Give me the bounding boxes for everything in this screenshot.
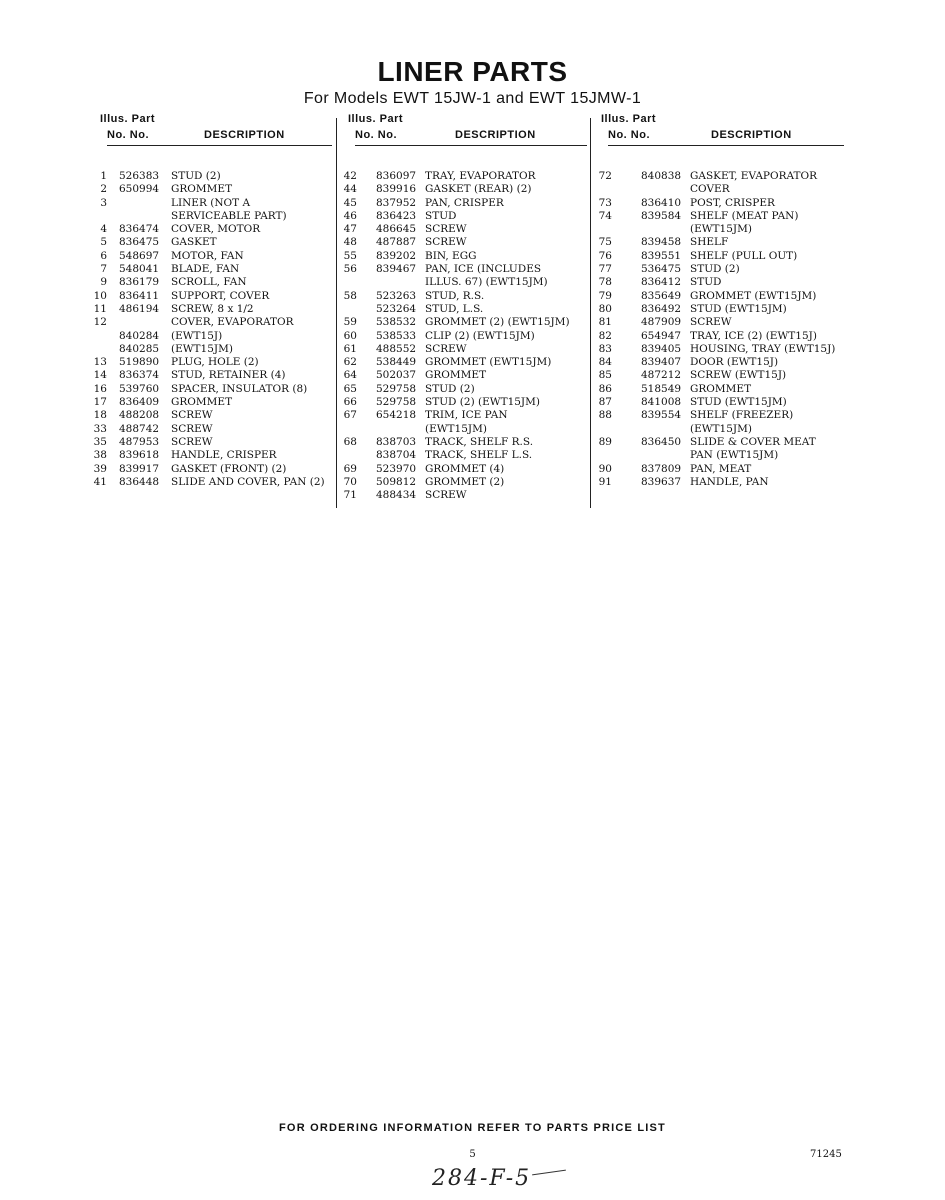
parts-row (598, 435, 844, 449)
part-description: STUD (2) (425, 382, 475, 395)
parts-row (608, 223, 844, 236)
part-number: 836450 (641, 435, 682, 448)
part-number: 839551 (641, 249, 682, 262)
illus-number: 81 (598, 316, 612, 329)
illus-number: 46 (343, 209, 357, 222)
part-number: 488208 (119, 409, 160, 422)
parts-row (343, 249, 587, 263)
parts-row (93, 462, 332, 476)
part-number: 839202 (376, 249, 417, 262)
parts-row (93, 382, 332, 396)
parts-list (343, 170, 587, 502)
part-number: 840284 (119, 329, 160, 342)
illus-number: 47 (343, 223, 357, 236)
parts-list (93, 170, 332, 489)
part-description: HANDLE, CRISPER (171, 449, 277, 462)
part-description: SCREW (425, 236, 467, 249)
parts-row (100, 196, 332, 210)
illus-number: 10 (93, 289, 107, 302)
page-subtitle: For Models EWT 15JW-1 and EWT 15JMW-1 (303, 90, 642, 107)
header-description: DESCRIPTION (455, 129, 536, 141)
illus-number: 77 (598, 263, 612, 276)
part-description: (EWT15JM) (690, 422, 752, 435)
parts-row (355, 423, 587, 436)
part-number: 548697 (119, 249, 160, 262)
part-number: 839467 (376, 263, 417, 276)
part-number: 837809 (641, 462, 682, 475)
part-number: 839407 (641, 356, 682, 369)
part-description: TRACK, SHELF L.S. (425, 449, 533, 462)
illus-number: 17 (93, 396, 107, 409)
illus-number: 33 (93, 422, 107, 435)
parts-row (608, 423, 844, 436)
part-description: HOUSING, TRAY (EWT15J) (690, 342, 836, 355)
parts-row (100, 263, 332, 276)
parts-row (343, 462, 587, 476)
handwritten-note: 284-F-5 (432, 1166, 532, 1191)
parts-row (107, 210, 332, 223)
part-description: GROMMET (EWT15JM) (690, 289, 817, 302)
part-description: POST, CRISPER (690, 196, 775, 209)
part-description: SCREW, 8 x 1/2 (171, 302, 254, 315)
part-description: SERVICEABLE PART) (171, 209, 287, 222)
parts-row (107, 330, 332, 343)
parts-row (93, 369, 332, 382)
part-description: STUD, RETAINER (4) (171, 369, 286, 382)
illus-number: 70 (343, 475, 357, 488)
parts-row (93, 435, 332, 449)
part-description: BLADE, FAN (171, 263, 240, 276)
part-description: (EWT15JM) (690, 223, 752, 236)
illus-number: 18 (93, 409, 107, 422)
header-no: No. No. (355, 129, 397, 141)
header-no: No. No. (107, 129, 149, 141)
illus-number: 68 (343, 435, 357, 448)
header-description: DESCRIPTION (711, 129, 792, 141)
part-description: SHELF (FREEZER) (690, 409, 794, 422)
part-number: 839618 (119, 449, 160, 462)
illus-number: 60 (343, 329, 357, 342)
illus-number: 67 (343, 409, 357, 422)
part-number: 548041 (119, 263, 160, 276)
part-number: 538533 (376, 329, 417, 342)
illus-number: 44 (343, 183, 357, 196)
parts-row (93, 449, 332, 462)
part-number: 838704 (376, 449, 417, 462)
column-header (601, 112, 844, 146)
parts-row (343, 342, 587, 356)
parts-row (598, 342, 844, 356)
parts-row (343, 369, 587, 382)
parts-row (343, 263, 587, 276)
part-description: STUD (2) (EWT15JM) (425, 396, 540, 409)
parts-row (343, 223, 587, 236)
parts-row (598, 302, 844, 316)
part-number: 650994 (119, 183, 160, 196)
part-description: STUD (EWT15JM) (690, 302, 787, 315)
part-description: SLIDE & COVER MEAT (690, 435, 816, 448)
part-description: ILLUS. 67) (EWT15JM) (425, 276, 548, 289)
header-no: No. No. (608, 129, 650, 141)
part-number: 839637 (641, 475, 682, 488)
part-number: 836412 (641, 276, 682, 289)
parts-row (343, 489, 587, 502)
part-description: (EWT15JM) (171, 342, 233, 355)
part-description: SHELF (MEAT PAN) (690, 209, 799, 222)
part-description: (EWT15JM) (425, 422, 487, 435)
parts-row (608, 449, 844, 462)
part-number: 523263 (376, 289, 417, 302)
part-description: SLIDE AND COVER, PAN (2) (171, 475, 325, 488)
part-number: 487953 (119, 435, 160, 448)
part-description: GROMMET (690, 382, 752, 395)
part-description: SHELF (690, 236, 729, 249)
illus-number: 87 (598, 396, 612, 409)
parts-row (93, 409, 332, 422)
illus-number: 5 (100, 236, 107, 249)
illus-number: 62 (343, 356, 357, 369)
part-description: STUD (EWT15JM) (690, 396, 787, 409)
part-description: TRAY, EVAPORATOR (425, 170, 536, 182)
parts-row (598, 289, 844, 303)
part-description: GROMMET (171, 183, 233, 196)
part-description: HANDLE, PAN (690, 475, 769, 488)
illus-number: 88 (598, 409, 612, 422)
illus-number: 56 (343, 263, 357, 276)
part-description: SCREW (171, 435, 213, 448)
column-divider (590, 118, 591, 508)
part-number: 836409 (119, 396, 160, 409)
illus-number: 74 (598, 209, 612, 222)
parts-row (598, 409, 844, 422)
part-number: 836423 (376, 209, 417, 222)
part-description: (EWT15J) (171, 329, 223, 342)
part-number: 839405 (641, 342, 682, 355)
part-number: 519890 (119, 356, 160, 369)
illus-number: 75 (598, 236, 612, 249)
part-number: 836410 (641, 196, 682, 209)
illus-number: 55 (343, 249, 357, 262)
part-number: 837952 (376, 196, 417, 209)
parts-row (598, 196, 844, 210)
parts-row (343, 209, 587, 223)
illus-number: 6 (100, 249, 107, 262)
illus-number: 12 (93, 316, 107, 329)
parts-row (343, 236, 587, 249)
parts-row (598, 369, 844, 382)
illus-number: 71 (343, 489, 357, 502)
part-number: 836492 (641, 302, 682, 315)
ordering-info-footer: FOR ORDERING INFORMATION REFER TO PARTS PRICE LIST (279, 1122, 666, 1134)
illus-number: 13 (93, 356, 107, 369)
part-number: 488742 (119, 422, 160, 435)
illus-number: 14 (93, 369, 107, 382)
illus-number: 76 (598, 249, 612, 262)
illus-number: 11 (93, 302, 107, 315)
part-number: 839458 (641, 236, 682, 249)
part-description: SHELF (PULL OUT) (690, 249, 798, 262)
part-description: GROMMET (2) (EWT15JM) (425, 316, 570, 329)
part-description: GASKET (REAR) (2) (425, 183, 532, 196)
part-description: MOTOR, FAN (171, 249, 244, 262)
parts-row (107, 343, 332, 356)
parts-row (93, 475, 332, 489)
part-description: STUD (690, 276, 722, 289)
parts-row (343, 183, 587, 196)
parts-row (93, 289, 332, 303)
parts-row (100, 276, 332, 289)
part-number: 486194 (119, 302, 160, 315)
page-number: 5 (469, 1149, 476, 1160)
header-illus-part: Illus. Part (601, 113, 657, 125)
part-number: 529758 (376, 396, 417, 409)
illus-number: 38 (93, 449, 107, 462)
part-number: 486645 (376, 223, 417, 236)
part-description: SCREW (690, 316, 732, 329)
parts-row (93, 396, 332, 409)
part-number: 487909 (641, 316, 682, 329)
part-number: 840285 (119, 342, 160, 355)
illus-number: 85 (598, 369, 612, 382)
part-number: 835649 (641, 289, 682, 302)
illus-number: 7 (100, 263, 107, 276)
part-description: SCREW (171, 422, 213, 435)
illus-number: 83 (598, 342, 612, 355)
illus-number: 48 (343, 236, 357, 249)
illus-number: 79 (598, 289, 612, 302)
part-description: BIN, EGG (425, 249, 477, 262)
part-number: 654218 (376, 409, 417, 422)
part-description: TRACK, SHELF R.S. (425, 435, 534, 448)
part-description: STUD, R.S. (425, 289, 485, 302)
part-number: 654947 (641, 329, 682, 342)
parts-row (343, 196, 587, 210)
illus-number: 35 (93, 435, 107, 448)
part-description: STUD, L.S. (425, 302, 484, 315)
parts-row (598, 263, 844, 276)
part-number: 523970 (376, 462, 417, 475)
parts-row (343, 329, 587, 343)
parts-row (100, 170, 332, 183)
page-title: LINER PARTS (377, 56, 568, 87)
part-description: PLUG, HOLE (2) (171, 356, 259, 369)
parts-row (355, 276, 587, 289)
part-number: 536475 (641, 263, 682, 276)
parts-row (100, 236, 332, 249)
illus-number: 66 (343, 396, 357, 409)
part-number: 538449 (376, 356, 417, 369)
part-number: 839917 (119, 462, 160, 475)
part-description: TRIM, ICE PAN (425, 409, 508, 422)
illus-number: 84 (598, 356, 612, 369)
part-number: 836179 (119, 276, 160, 289)
illus-number: 45 (343, 196, 357, 209)
part-description: SCREW (425, 223, 467, 236)
part-number: 841008 (641, 396, 682, 409)
part-number: 502037 (376, 369, 417, 382)
part-number: 836411 (119, 289, 160, 302)
parts-row (93, 422, 332, 436)
part-description: GROMMET (425, 369, 487, 382)
part-number: 523264 (376, 302, 417, 315)
part-number: 488434 (376, 489, 417, 502)
parts-row (598, 249, 844, 263)
part-number: 487212 (641, 369, 682, 382)
illus-number: 82 (598, 329, 612, 342)
part-number: 838703 (376, 435, 417, 448)
illus-number: 4 (100, 223, 107, 236)
part-description: GASKET (171, 236, 217, 249)
part-description: LINER (NOT A (171, 196, 251, 209)
part-description: SCROLL, FAN (171, 276, 247, 289)
illus-number: 2 (100, 183, 107, 196)
parts-row (598, 475, 844, 489)
parts-row (343, 356, 587, 369)
illus-number: 64 (343, 369, 357, 382)
part-number: 836474 (119, 223, 160, 236)
part-description: STUD (2) (690, 263, 740, 276)
part-description: TRAY, ICE (2) (EWT15J) (690, 329, 817, 342)
parts-row (598, 170, 844, 183)
column-divider (336, 118, 337, 508)
parts-row (355, 449, 587, 462)
part-number: 487887 (376, 236, 417, 249)
part-description: CLIP (2) (EWT15JM) (425, 329, 535, 342)
illus-number: 59 (343, 316, 357, 329)
part-description: SCREW (EWT15J) (690, 369, 787, 382)
part-number: 836475 (119, 236, 160, 249)
illus-number: 89 (598, 435, 612, 448)
illus-number: 9 (100, 276, 107, 289)
parts-row (598, 396, 844, 409)
illus-number: 16 (93, 382, 107, 395)
handwritten-stroke (532, 1170, 566, 1176)
part-description: GROMMET (4) (425, 462, 505, 475)
parts-row (343, 409, 587, 422)
parts-row (598, 462, 844, 476)
parts-row (100, 249, 332, 263)
illus-number: 90 (598, 462, 612, 475)
part-number: 839916 (376, 183, 417, 196)
part-description: PAN, MEAT (690, 462, 752, 475)
parts-list (598, 170, 844, 489)
part-description: STUD (2) (171, 170, 221, 182)
part-number: 836448 (119, 475, 160, 488)
column-header (100, 112, 332, 146)
parts-row (355, 303, 587, 316)
header-illus-part: Illus. Part (100, 113, 156, 125)
part-number: 518549 (641, 382, 682, 395)
parts-row (343, 289, 587, 303)
part-description: GASKET (FRONT) (2) (171, 462, 287, 475)
part-description: PAN, CRISPER (425, 196, 504, 209)
part-description: STUD (425, 209, 457, 222)
part-description: COVER, MOTOR (171, 223, 261, 236)
illus-number: 91 (598, 475, 612, 488)
parts-row (93, 302, 332, 316)
part-number: 488552 (376, 342, 417, 355)
illus-number: 42 (343, 170, 357, 182)
part-description: GROMMET (EWT15JM) (425, 356, 552, 369)
part-number: 839554 (641, 409, 682, 422)
part-description: SCREW (425, 489, 467, 502)
parts-row (343, 435, 587, 449)
parts-row (93, 356, 332, 369)
parts-row (598, 316, 844, 329)
illus-number: 72 (598, 170, 612, 182)
parts-column-3 (598, 112, 844, 489)
part-number: 840838 (641, 170, 682, 182)
header-description: DESCRIPTION (204, 129, 285, 141)
part-description: PAN (EWT15JM) (690, 449, 779, 462)
illus-number: 58 (343, 289, 357, 302)
part-description: GASKET, EVAPORATOR (690, 170, 818, 182)
part-description: SCREW (425, 342, 467, 355)
part-description: GROMMET (171, 396, 233, 409)
parts-row (598, 382, 844, 396)
part-description: COVER, EVAPORATOR (171, 316, 294, 329)
parts-row (343, 170, 587, 183)
illus-number: 86 (598, 382, 612, 395)
parts-row (343, 475, 587, 489)
part-number: 538532 (376, 316, 417, 329)
parts-row (343, 396, 587, 409)
illus-number: 61 (343, 342, 357, 355)
part-description: COVER (690, 183, 730, 196)
parts-row (598, 329, 844, 343)
part-description: SCREW (171, 409, 213, 422)
column-header (348, 112, 587, 146)
parts-row (598, 236, 844, 249)
parts-row (100, 183, 332, 196)
parts-column-2 (343, 112, 587, 502)
parts-row (598, 276, 844, 289)
document-number: 71245 (810, 1149, 842, 1160)
illus-number: 73 (598, 196, 612, 209)
parts-column-1 (93, 112, 332, 489)
header-illus-part: Illus. Part (348, 113, 404, 125)
illus-number: 39 (93, 462, 107, 475)
parts-row (343, 316, 587, 329)
part-number: 509812 (376, 475, 417, 488)
illus-number: 1 (100, 170, 107, 182)
illus-number: 3 (100, 196, 107, 209)
illus-number: 80 (598, 302, 612, 315)
part-number: 836374 (119, 369, 160, 382)
parts-row (343, 382, 587, 396)
part-number: 526383 (119, 170, 160, 182)
illus-number: 69 (343, 462, 357, 475)
parts-row (100, 223, 332, 236)
part-description: GROMMET (2) (425, 475, 505, 488)
illus-number: 65 (343, 382, 357, 395)
part-description: SUPPORT, COVER (171, 289, 270, 302)
illus-number: 41 (93, 475, 107, 488)
part-number: 539760 (119, 382, 160, 395)
part-description: SPACER, INSULATOR (8) (171, 382, 308, 395)
parts-row (598, 356, 844, 369)
illus-number: 78 (598, 276, 612, 289)
parts-row (608, 183, 844, 196)
parts-row (93, 316, 332, 329)
part-number: 529758 (376, 382, 417, 395)
part-description: PAN, ICE (INCLUDES (425, 263, 542, 276)
part-description: DOOR (EWT15J) (690, 356, 779, 369)
part-number: 839584 (641, 209, 682, 222)
parts-row (598, 209, 844, 223)
part-number: 836097 (376, 170, 417, 182)
